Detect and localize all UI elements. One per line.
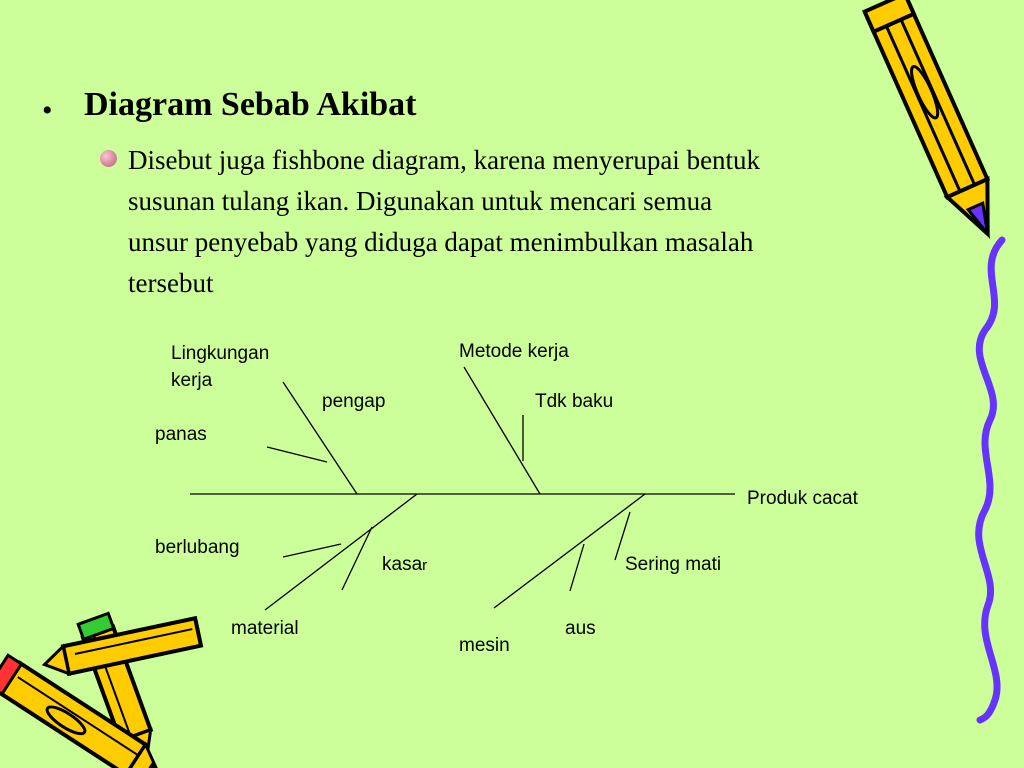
category-material-label: material (231, 618, 299, 639)
effect-label: Produk cacat (747, 488, 858, 509)
squiggle-decoration (979, 240, 1002, 720)
cause-berlubang-label: berlubang (155, 537, 240, 558)
paragraph-line: tersebut (128, 268, 214, 298)
rib-panas (267, 447, 327, 462)
category-metode-label: Metode kerja (459, 341, 569, 362)
cause-kasar-label (382, 551, 427, 579)
cause-panas-label: panas (155, 424, 207, 445)
category-lingkungan-line1: Lingkungan (171, 343, 270, 364)
paragraph-line: Disebut juga fishbone diagram, karena menyerupai bentuk (128, 145, 761, 175)
slide-paragraph (128, 140, 948, 304)
cause-aus-label: aus (565, 618, 596, 639)
category-mesin-label: mesin (459, 635, 510, 656)
bone-metode (464, 367, 540, 494)
category-lingkungan-label (171, 340, 269, 394)
rib-aus (570, 544, 584, 591)
bone-mesin (494, 494, 645, 608)
sub-bullet-icon (100, 150, 117, 167)
cause-pengap-label: pengap (322, 391, 386, 412)
title-bullet: • (42, 94, 53, 127)
paragraph-line: susunan tulang ikan. Digunakan untuk mencari semua (128, 186, 713, 216)
paragraph-line: unsur penyebab yang diduga dapat menimbulkan masalah (128, 227, 754, 257)
rib-kasar (342, 527, 372, 590)
cause-kasar-tail: r (422, 557, 428, 574)
rib-berlubang (283, 544, 341, 557)
category-lingkungan-line2: kerja (171, 370, 213, 391)
cause-tdk-baku-label: Tdk baku (535, 391, 614, 412)
slide-title: Diagram Sebab Akibat (84, 86, 417, 123)
cause-kasar-main: kasa (382, 554, 423, 575)
cause-sering-mati-label: Sering mati (625, 554, 722, 575)
